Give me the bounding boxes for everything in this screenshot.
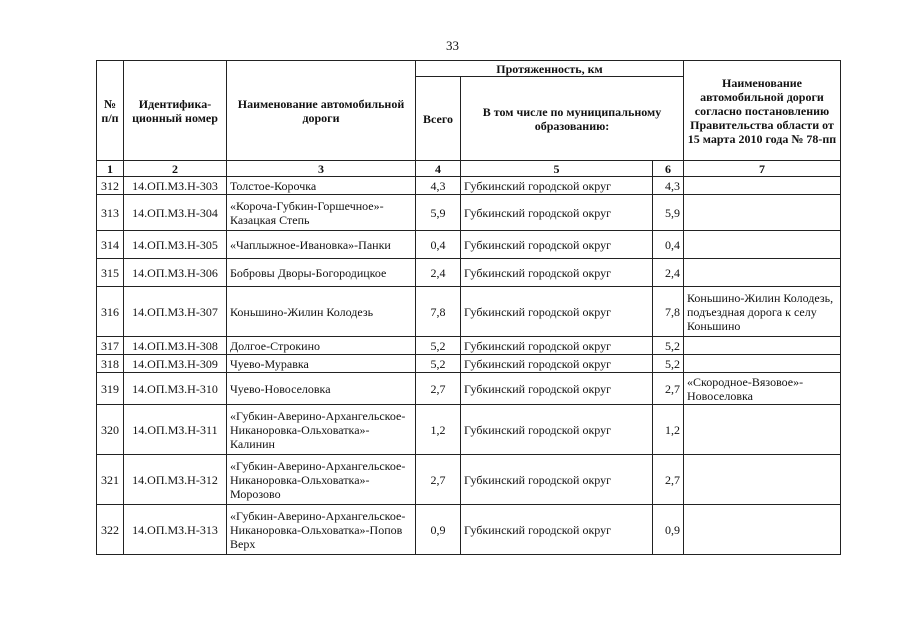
row-number: 316 — [97, 287, 124, 337]
table-row — [97, 259, 841, 287]
length-municipality: 7,8 — [653, 287, 684, 337]
length-municipality: 2,7 — [653, 455, 684, 505]
length-total: 7,8 — [416, 287, 461, 337]
road-id: 14.ОП.МЗ.Н-309 — [124, 355, 227, 373]
length-municipality: 5,2 — [653, 355, 684, 373]
road-name: Чуево-Муравка — [227, 355, 416, 373]
row-number: 312 — [97, 177, 124, 195]
row-number: 317 — [97, 337, 124, 355]
length-total: 1,2 — [416, 405, 461, 455]
row-number: 320 — [97, 405, 124, 455]
length-municipality: 2,7 — [653, 373, 684, 405]
road-name: «Чаплыжное-Ивановка»-Панки — [227, 231, 416, 259]
table-row — [97, 231, 841, 259]
column-number: 5 — [461, 161, 653, 177]
header-total: Всего — [416, 77, 461, 161]
municipality: Губкинский городской округ — [461, 505, 653, 555]
header-length-group: Протяженность, км — [416, 61, 684, 77]
road-id: 14.ОП.МЗ.Н-306 — [124, 259, 227, 287]
length-total: 2,7 — [416, 455, 461, 505]
previous-road-name: Коньшино-Жилин Колодезь, подъездная дорога к селу Коньшино — [684, 287, 841, 337]
table-row — [97, 505, 841, 555]
column-number: 1 — [97, 161, 124, 177]
header-resolution: Наименование автомобильной дороги согласно постановлению Правительства области от 15 марта 2010 года № 78-пп — [684, 61, 841, 161]
row-number: 314 — [97, 231, 124, 259]
road-id: 14.ОП.МЗ.Н-303 — [124, 177, 227, 195]
length-municipality: 5,2 — [653, 337, 684, 355]
road-id: 14.ОП.МЗ.Н-311 — [124, 405, 227, 455]
road-name: «Губкин-Аверино-Архангельское-Никаноровка-Ольховатка»-Калинин — [227, 405, 416, 455]
length-total: 0,4 — [416, 231, 461, 259]
header-name: Наименование автомобильной дороги — [227, 61, 416, 161]
length-municipality: 4,3 — [653, 177, 684, 195]
road-name: Чуево-Новоселовка — [227, 373, 416, 405]
column-number: 2 — [124, 161, 227, 177]
road-name: «Губкин-Аверино-Архангельское-Никаноровка-Ольховатка»-Морозово — [227, 455, 416, 505]
header-including: В том числе по муниципальному образованию: — [461, 77, 684, 161]
table-row — [97, 287, 841, 337]
row-number: 321 — [97, 455, 124, 505]
previous-road-name — [684, 405, 841, 455]
road-id: 14.ОП.МЗ.Н-305 — [124, 231, 227, 259]
length-total: 0,9 — [416, 505, 461, 555]
length-municipality: 0,9 — [653, 505, 684, 555]
column-number: 4 — [416, 161, 461, 177]
municipality: Губкинский городской округ — [461, 287, 653, 337]
length-municipality: 0,4 — [653, 231, 684, 259]
municipality: Губкинский городской округ — [461, 177, 653, 195]
previous-road-name — [684, 177, 841, 195]
municipality: Губкинский городской округ — [461, 355, 653, 373]
length-total: 5,2 — [416, 355, 461, 373]
row-number: 318 — [97, 355, 124, 373]
length-total: 5,2 — [416, 337, 461, 355]
municipality: Губкинский городской округ — [461, 405, 653, 455]
length-total: 2,7 — [416, 373, 461, 405]
column-number: 6 — [653, 161, 684, 177]
road-name: Бобровы Дворы-Богородицкое — [227, 259, 416, 287]
previous-road-name — [684, 195, 841, 231]
header-num: № п/п — [97, 61, 124, 161]
previous-road-name — [684, 259, 841, 287]
column-number: 3 — [227, 161, 416, 177]
table-row — [97, 355, 841, 373]
column-number: 7 — [684, 161, 841, 177]
length-municipality: 2,4 — [653, 259, 684, 287]
table-row — [97, 455, 841, 505]
length-municipality: 1,2 — [653, 405, 684, 455]
road-id: 14.ОП.МЗ.Н-304 — [124, 195, 227, 231]
municipality: Губкинский городской округ — [461, 337, 653, 355]
road-name: Коньшино-Жилин Колодезь — [227, 287, 416, 337]
previous-road-name — [684, 455, 841, 505]
road-name: Долгое-Строкино — [227, 337, 416, 355]
previous-road-name: «Скородное-Вязовое»-Новоселовка — [684, 373, 841, 405]
page-number: 33 — [446, 38, 459, 53]
table-row — [97, 337, 841, 355]
table-row — [97, 195, 841, 231]
road-id: 14.ОП.МЗ.Н-308 — [124, 337, 227, 355]
column-numbers-row — [97, 161, 841, 177]
road-name: «Короча-Губкин-Горшечное»-Казацкая Степь — [227, 195, 416, 231]
table-row — [97, 373, 841, 405]
length-total: 5,9 — [416, 195, 461, 231]
length-municipality: 5,9 — [653, 195, 684, 231]
table-row — [97, 405, 841, 455]
row-number: 319 — [97, 373, 124, 405]
municipality: Губкинский городской округ — [461, 259, 653, 287]
municipality: Губкинский городской округ — [461, 231, 653, 259]
road-name: «Губкин-Аверино-Архангельское-Никаноровка-Ольховатка»-Попов Верх — [227, 505, 416, 555]
previous-road-name — [684, 355, 841, 373]
length-total: 4,3 — [416, 177, 461, 195]
previous-road-name — [684, 337, 841, 355]
header-id: Идентифика- ционный номер — [124, 61, 227, 161]
road-id: 14.ОП.МЗ.Н-307 — [124, 287, 227, 337]
road-id: 14.ОП.МЗ.Н-312 — [124, 455, 227, 505]
previous-road-name — [684, 231, 841, 259]
road-id: 14.ОП.МЗ.Н-310 — [124, 373, 227, 405]
road-name: Толстое-Корочка — [227, 177, 416, 195]
roads-table — [96, 60, 841, 555]
municipality: Губкинский городской округ — [461, 373, 653, 405]
municipality: Губкинский городской округ — [461, 455, 653, 505]
previous-road-name — [684, 505, 841, 555]
row-number: 313 — [97, 195, 124, 231]
road-id: 14.ОП.МЗ.Н-313 — [124, 505, 227, 555]
table-row — [97, 177, 841, 195]
municipality: Губкинский городской округ — [461, 195, 653, 231]
row-number: 322 — [97, 505, 124, 555]
length-total: 2,4 — [416, 259, 461, 287]
row-number: 315 — [97, 259, 124, 287]
